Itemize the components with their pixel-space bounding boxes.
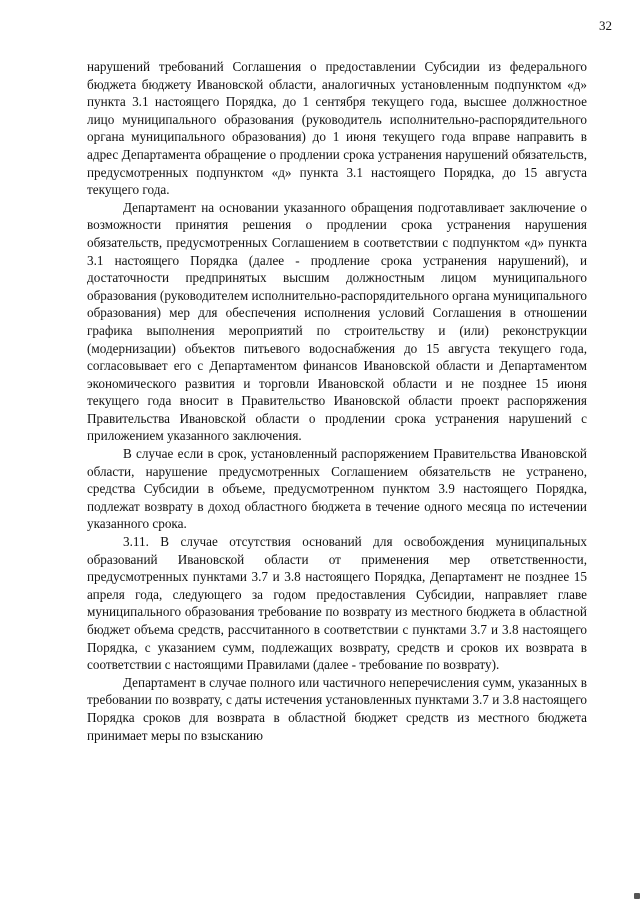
scan-edge-mark xyxy=(634,893,640,899)
paragraph-continuation: нарушений требований Соглашения о предоставлении Субсидии из федерального бюджета бюджету Ивановской области, аналогичных установленным подпунктом «д» пункта 3.1 настоящего Порядка, до 1 сентября текущего года, высшее должностное лицо муниципального образования (руководитель исполнительно-распорядительного органа муниципального образования) до 1 июня текущего года вправе направить в адрес Департамента обращение о продлении срока устранения нарушений обязательств, предусмотренных подпунктом «д» пункта 3.1 настоящего Порядка, до 15 августа текущего года. xyxy=(87,59,587,198)
page-number: 32 xyxy=(599,18,612,33)
paragraph-department-conclusion: Департамент на основании указанного обращения подготавливает заключение о возможности принятия решения о продлении срока устранения нарушения обязательств, предусмотренных Соглашением в соответствии с подпунктом «д» пункта 3.1 настоящего Порядка (далее - продление срока устранения нарушений), и достаточности предпринятых высшим должностным лицом муниципального образования (руководителем исполнительно-распорядительного органа муниципального образования) мер для обеспечения исполнения условий Соглашения в отношении графика выполнения мероприятий по строительству и (или) реконструкции (модернизации) объектов питьевого водоснабжения до 15 августа текущего года, согласовывает его с Департаментом финансов Ивановской области и Департаментом экономического развития и торговли Ивановской области и не позднее 15 июня текущего года вносит в Правительство Ивановской области проект распоряжения Правительства Ивановской области о продлении срока устранения нарушений с приложением указанного заключения. xyxy=(87,199,587,444)
paragraph-refund-deadline: В случае если в срок, установленный распоряжением Правительства Ивановской области, нарушение предусмотренных Соглашением обязательств не устранено, средства Субсидии в объеме, предусмотренном пунктом 3.9 настоящего Порядка, подлежат возврату в доход областного бюджета в течение одного месяца по истечении указанного срока. xyxy=(87,446,587,532)
paragraph-3-11: 3.11. В случае отсутствия оснований для освобождения муниципальных образований Ивановской области от применения мер ответственности, предусмотренных пунктами 3.7 и 3.8 настоящего Порядка, Департамент не позднее 15 апреля года, следующего за годом предоставления Субсидии, направляет главе муниципального образования требование по возврату из местного бюджета в областной бюджет объема средств, рассчитанного в соответствии с пунктами 3.7 и 3.8 настоящего Порядка, с указанием сумм, подлежащих возврату, средств и сроков их возврата в соответствии с настоящими Правилами (далее - требование по возврату). xyxy=(87,534,587,673)
paragraph-recovery-measures: Департамент в случае полного или частичного неперечисления сумм, указанных в требовании по возврату, с даты истечения установленных пунктами 3.7 и 3.8 настоящего Порядка сроков для возврата в областной бюджет средств из местного бюджета принимает меры по взысканию xyxy=(87,674,587,743)
document-body xyxy=(87,58,587,744)
